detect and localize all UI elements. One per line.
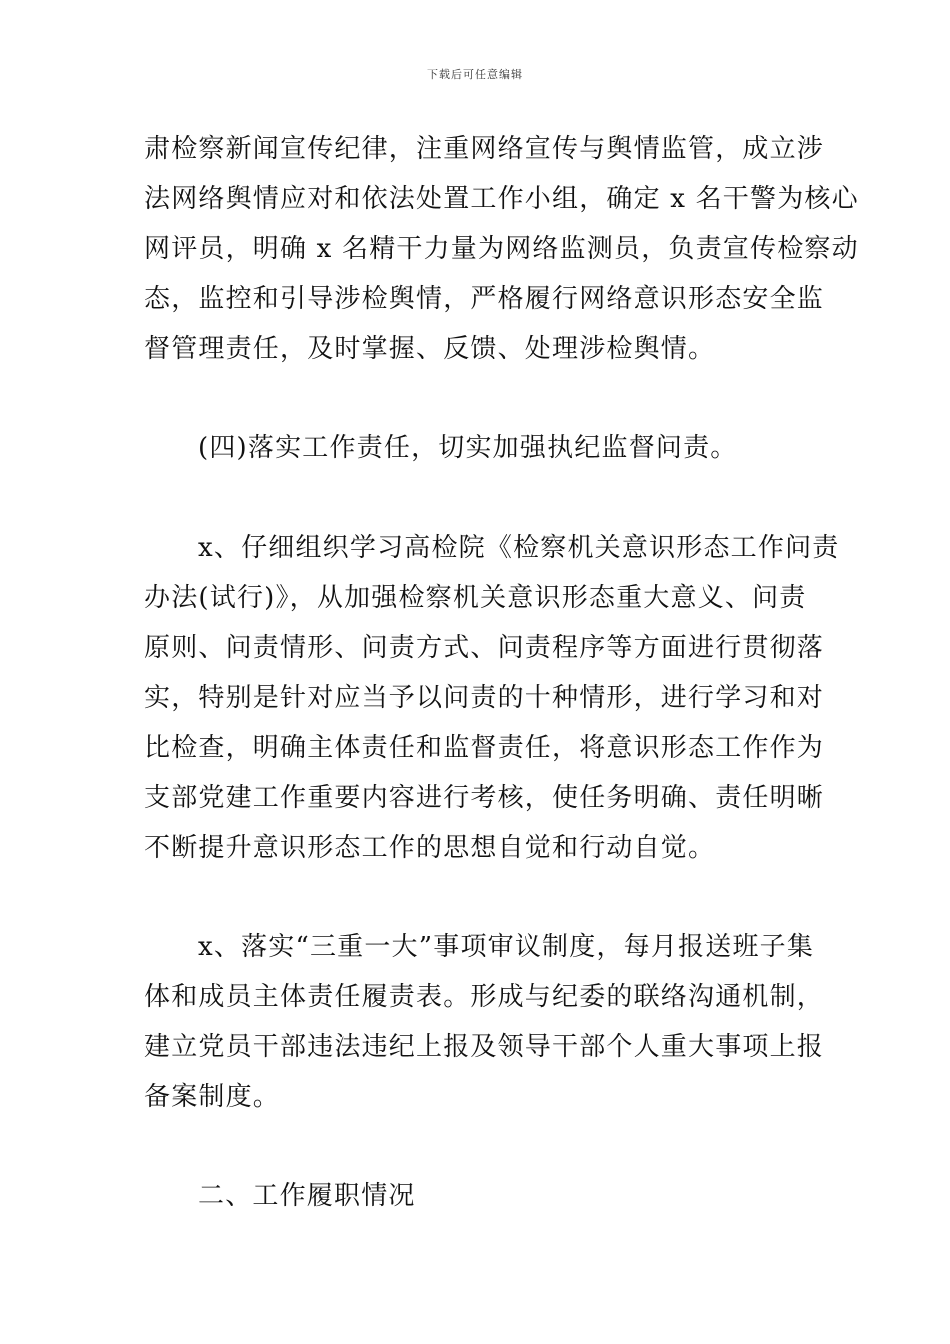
paragraph-3: [144, 523, 840, 873]
paragraph-4: [144, 922, 825, 1122]
text-line: 督管理责任，及时掌握、反馈、处理涉检舆情。: [144, 334, 716, 364]
text-line: 支部党建工作重要内容进行考核，使任务明确、责任明晰: [144, 783, 825, 813]
page-header: 下载后可任意编辑: [427, 68, 523, 81]
text-line: 原则、问责情形、问责方式、问责程序等方面进行贯彻落: [144, 633, 825, 663]
text-line: x、落实“三重一大”事项审议制度，每月报送班子集: [198, 932, 815, 962]
text-line: x、仔细组织学习高检院《检察机关意识形态工作问责: [198, 533, 840, 563]
text-line: 网评员，明确 x 名精干力量为网络监测员，负责宣传检察动: [144, 234, 859, 264]
text-line: 法网络舆情应对和依法处置工作小组，确定 x 名干警为核心: [144, 184, 859, 214]
paragraph-1: [144, 124, 859, 374]
text-line: 态，监控和引导涉检舆情，严格履行网络意识形态安全监: [144, 284, 825, 314]
section-heading-2: [144, 1171, 808, 1221]
text-line: 办法(试行)》，从加强检察机关意识形态重大意义、问责: [144, 583, 807, 613]
text-line: 比检查，明确主体责任和监督责任，将意识形态工作作为: [144, 733, 825, 763]
text-line: 备案制度。: [144, 1082, 281, 1112]
text-line: 不断提升意识形态工作的思想自觉和行动自觉。: [144, 833, 716, 863]
text-line: 实，特别是针对应当予以问责的十种情形，进行学习和对: [144, 683, 825, 713]
text-line: 体和成员主体责任履责表。形成与纪委的联络沟通机制，: [144, 982, 825, 1012]
text-line: 肃检察新闻宣传纪律，注重网络宣传与舆情监管，成立涉: [144, 134, 825, 164]
text-line: (四)落实工作责任，切实加强执纪监督问责。: [198, 433, 738, 463]
text-line: 二、工作履职情况: [198, 1181, 416, 1211]
text-line: 建立党员干部违法违纪上报及领导干部个人重大事项上报: [144, 1032, 825, 1062]
section-heading-4: [144, 423, 808, 473]
